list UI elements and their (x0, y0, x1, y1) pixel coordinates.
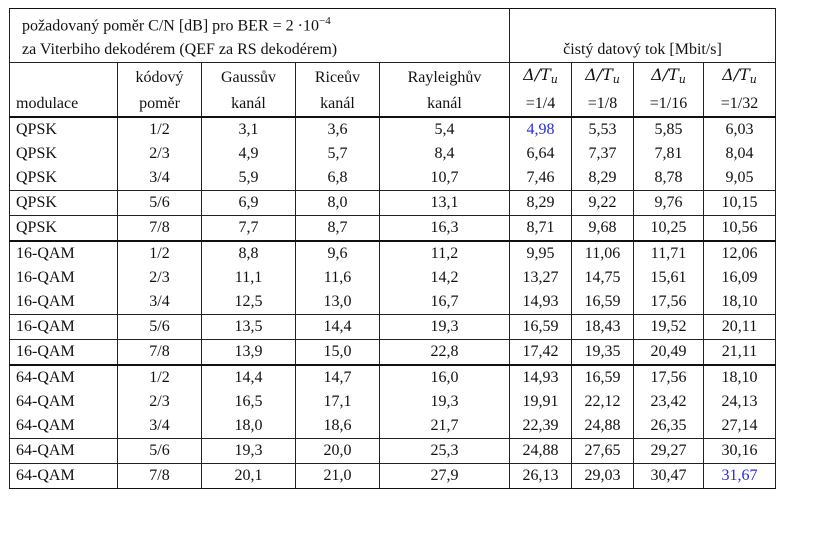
rayleigh-cell: 13,1 (380, 191, 510, 216)
rate-guard-1-32-cell: 31,67 (704, 464, 776, 489)
table-row (10, 241, 776, 266)
rate-guard-1-8-cell: 27,65 (572, 439, 634, 464)
modulation-cell: 16-QAM (10, 340, 118, 366)
gauss-cell: 14,4 (202, 365, 296, 390)
col-head-delta-2: $\Delta/T_u$ (572, 63, 634, 93)
rice-cell: 5,7 (296, 142, 380, 166)
rate-guard-1-16-cell: 10,25 (634, 216, 704, 242)
rice-cell: 14,4 (296, 315, 380, 340)
rayleigh-cell: 22,8 (380, 340, 510, 366)
table-row (10, 117, 776, 142)
gauss-cell: 13,9 (202, 340, 296, 366)
rate-guard-1-32-cell: 18,10 (704, 365, 776, 390)
rate-guard-1-4-cell: 22,39 (510, 414, 572, 439)
table-row (10, 142, 776, 166)
rate-guard-1-32-cell: 30,16 (704, 439, 776, 464)
table-row (10, 365, 776, 390)
rayleigh-cell: 19,3 (380, 390, 510, 414)
rayleigh-cell: 19,3 (380, 315, 510, 340)
col-head-guard-3: =1/16 (634, 92, 704, 117)
rate-guard-1-32-cell: 21,11 (704, 340, 776, 366)
code-rate-cell: 1/2 (118, 117, 202, 142)
code-rate-cell: 3/4 (118, 166, 202, 191)
rate-guard-1-16-cell: 29,27 (634, 439, 704, 464)
table-row (10, 464, 776, 489)
modulation-cell: 64-QAM (10, 439, 118, 464)
dvb-t-parameters-table (9, 8, 776, 489)
modulation-cell: QPSK (10, 216, 118, 242)
table-row (10, 315, 776, 340)
code-rate-cell: 7/8 (118, 340, 202, 366)
rayleigh-cell: 10,7 (380, 166, 510, 191)
table-row (10, 191, 776, 216)
code-rate-cell: 2/3 (118, 142, 202, 166)
rate-guard-1-8-cell: 16,59 (572, 365, 634, 390)
rate-guard-1-32-cell: 10,15 (704, 191, 776, 216)
rayleigh-cell: 11,2 (380, 241, 510, 266)
modulation-cell: QPSK (10, 191, 118, 216)
table-row (10, 166, 776, 191)
gauss-cell: 12,5 (202, 290, 296, 315)
rate-guard-1-4-cell: 7,46 (510, 166, 572, 191)
table-row (10, 266, 776, 290)
rate-guard-1-4-cell: 6,64 (510, 142, 572, 166)
rate-guard-1-8-cell: 11,06 (572, 241, 634, 266)
modulation-cell: 16-QAM (10, 290, 118, 315)
modulation-cell: 16-QAM (10, 241, 118, 266)
gauss-cell: 19,3 (202, 439, 296, 464)
rate-guard-1-16-cell: 30,47 (634, 464, 704, 489)
rate-guard-1-4-cell: 16,59 (510, 315, 572, 340)
cn-header-line1: požadovaný poměr C/N [dB] pro BER = $2 \cdot 10^{-4}$ (10, 9, 510, 39)
dvb-t-parameters-table-wrapper (9, 8, 776, 489)
rate-guard-1-32-cell: 16,09 (704, 266, 776, 290)
code-rate-cell: 3/4 (118, 290, 202, 315)
col-head-rice-1: Riceův (296, 63, 380, 93)
rate-guard-1-16-cell: 26,35 (634, 414, 704, 439)
rice-cell: 3,6 (296, 117, 380, 142)
modulation-cell: 16-QAM (10, 315, 118, 340)
table-row (10, 390, 776, 414)
rate-guard-1-16-cell: 23,42 (634, 390, 704, 414)
rate-guard-1-8-cell: 8,29 (572, 166, 634, 191)
rayleigh-cell: 8,4 (380, 142, 510, 166)
rayleigh-cell: 16,7 (380, 290, 510, 315)
rate-guard-1-32-cell: 12,06 (704, 241, 776, 266)
header-row-4 (10, 92, 776, 117)
datarate-header: čistý datový tok [Mbit/s] (510, 38, 776, 63)
table-row (10, 216, 776, 242)
rate-guard-1-32-cell: 8,04 (704, 142, 776, 166)
code-rate-cell: 1/2 (118, 241, 202, 266)
rice-cell: 8,0 (296, 191, 380, 216)
rate-guard-1-32-cell: 9,05 (704, 166, 776, 191)
code-rate-cell: 1/2 (118, 365, 202, 390)
col-head-gauss-1: Gaussův (202, 63, 296, 93)
rate-guard-1-8-cell: 16,59 (572, 290, 634, 315)
rate-guard-1-4-cell: 13,27 (510, 266, 572, 290)
modulation-cell: 64-QAM (10, 464, 118, 489)
rate-guard-1-16-cell: 19,52 (634, 315, 704, 340)
rate-guard-1-8-cell: 9,22 (572, 191, 634, 216)
rate-guard-1-16-cell: 5,85 (634, 117, 704, 142)
rate-guard-1-8-cell: 18,43 (572, 315, 634, 340)
code-rate-cell: 7/8 (118, 216, 202, 242)
gauss-cell: 3,1 (202, 117, 296, 142)
col-head-rayleigh-1: Rayleighův (380, 63, 510, 93)
table-row (10, 414, 776, 439)
modulation-cell: 64-QAM (10, 414, 118, 439)
rayleigh-cell: 25,3 (380, 439, 510, 464)
header-row-3 (10, 63, 776, 93)
col-head-delta-3: $\Delta/T_u$ (634, 63, 704, 93)
header-row-1 (10, 9, 776, 39)
rate-guard-1-4-cell: 14,93 (510, 365, 572, 390)
rayleigh-cell: 16,0 (380, 365, 510, 390)
rice-cell: 20,0 (296, 439, 380, 464)
col-head-guard-1: =1/4 (510, 92, 572, 117)
rate-guard-1-32-cell: 6,03 (704, 117, 776, 142)
rate-guard-1-16-cell: 17,56 (634, 290, 704, 315)
code-rate-cell: 3/4 (118, 414, 202, 439)
rate-guard-1-32-cell: 20,11 (704, 315, 776, 340)
rice-cell: 17,1 (296, 390, 380, 414)
code-rate-cell: 5/6 (118, 439, 202, 464)
rate-guard-1-16-cell: 17,56 (634, 365, 704, 390)
rate-guard-1-4-cell: 26,13 (510, 464, 572, 489)
header-row-2 (10, 38, 776, 63)
rate-guard-1-8-cell: 29,03 (572, 464, 634, 489)
gauss-cell: 18,0 (202, 414, 296, 439)
table-row (10, 290, 776, 315)
rate-guard-1-8-cell: 7,37 (572, 142, 634, 166)
rate-guard-1-16-cell: 11,71 (634, 241, 704, 266)
col-head-guard-2: =1/8 (572, 92, 634, 117)
gauss-cell: 20,1 (202, 464, 296, 489)
rate-guard-1-4-cell: 14,93 (510, 290, 572, 315)
rice-cell: 14,7 (296, 365, 380, 390)
modulation-cell: 16-QAM (10, 266, 118, 290)
col-head-code-2: poměr (118, 92, 202, 117)
col-head-rayleigh-2: kanál (380, 92, 510, 117)
code-rate-cell: 2/3 (118, 390, 202, 414)
rate-guard-1-4-cell: 8,71 (510, 216, 572, 242)
col-head-code-1: kódový (118, 63, 202, 93)
col-head-gauss-2: kanál (202, 92, 296, 117)
rayleigh-cell: 21,7 (380, 414, 510, 439)
gauss-cell: 8,8 (202, 241, 296, 266)
gauss-cell: 4,9 (202, 142, 296, 166)
rate-guard-1-4-cell: 19,91 (510, 390, 572, 414)
rice-cell: 15,0 (296, 340, 380, 366)
rate-guard-1-32-cell: 27,14 (704, 414, 776, 439)
col-head-delta-1: $\Delta/T_u$ (510, 63, 572, 93)
rate-guard-1-16-cell: 7,81 (634, 142, 704, 166)
table-body (10, 117, 776, 489)
table-row (10, 439, 776, 464)
cn-header-line2: za Viterbiho dekodérem (QEF za RS dekodérem) (10, 38, 510, 63)
code-rate-cell: 2/3 (118, 266, 202, 290)
rate-guard-1-16-cell: 8,78 (634, 166, 704, 191)
rate-guard-1-8-cell: 19,35 (572, 340, 634, 366)
rice-cell: 18,6 (296, 414, 380, 439)
col-head-modulation: modulace (10, 92, 118, 117)
modulation-cell: QPSK (10, 166, 118, 191)
modulation-cell: QPSK (10, 142, 118, 166)
rate-guard-1-4-cell: 8,29 (510, 191, 572, 216)
code-rate-cell: 5/6 (118, 315, 202, 340)
col-head-guard-4: =1/32 (704, 92, 776, 117)
col-head-blank (10, 63, 118, 93)
modulation-cell: 64-QAM (10, 390, 118, 414)
gauss-cell: 16,5 (202, 390, 296, 414)
col-head-delta-4: $\Delta/T_u$ (704, 63, 776, 93)
gauss-cell: 13,5 (202, 315, 296, 340)
gauss-cell: 7,7 (202, 216, 296, 242)
rice-cell: 9,6 (296, 241, 380, 266)
rate-guard-1-16-cell: 9,76 (634, 191, 704, 216)
code-rate-cell: 5/6 (118, 191, 202, 216)
rate-guard-1-4-cell: 24,88 (510, 439, 572, 464)
rate-guard-1-8-cell: 5,53 (572, 117, 634, 142)
blank-header-cell (510, 9, 776, 39)
modulation-cell: 64-QAM (10, 365, 118, 390)
rayleigh-cell: 27,9 (380, 464, 510, 489)
gauss-cell: 5,9 (202, 166, 296, 191)
rate-guard-1-16-cell: 15,61 (634, 266, 704, 290)
gauss-cell: 11,1 (202, 266, 296, 290)
rayleigh-cell: 14,2 (380, 266, 510, 290)
code-rate-cell: 7/8 (118, 464, 202, 489)
rice-cell: 13,0 (296, 290, 380, 315)
rice-cell: 11,6 (296, 266, 380, 290)
modulation-cell: QPSK (10, 117, 118, 142)
rate-guard-1-32-cell: 10,56 (704, 216, 776, 242)
gauss-cell: 6,9 (202, 191, 296, 216)
rayleigh-cell: 16,3 (380, 216, 510, 242)
rate-guard-1-4-cell: 17,42 (510, 340, 572, 366)
col-head-rice-2: kanál (296, 92, 380, 117)
rate-guard-1-4-cell: 9,95 (510, 241, 572, 266)
rate-guard-1-4-cell: 4,98 (510, 117, 572, 142)
rate-guard-1-8-cell: 22,12 (572, 390, 634, 414)
rate-guard-1-8-cell: 24,88 (572, 414, 634, 439)
rice-cell: 6,8 (296, 166, 380, 191)
rate-guard-1-8-cell: 9,68 (572, 216, 634, 242)
rice-cell: 21,0 (296, 464, 380, 489)
rate-guard-1-32-cell: 18,10 (704, 290, 776, 315)
rate-guard-1-32-cell: 24,13 (704, 390, 776, 414)
rate-guard-1-8-cell: 14,75 (572, 266, 634, 290)
table-row (10, 340, 776, 366)
rayleigh-cell: 5,4 (380, 117, 510, 142)
rice-cell: 8,7 (296, 216, 380, 242)
rate-guard-1-16-cell: 20,49 (634, 340, 704, 366)
